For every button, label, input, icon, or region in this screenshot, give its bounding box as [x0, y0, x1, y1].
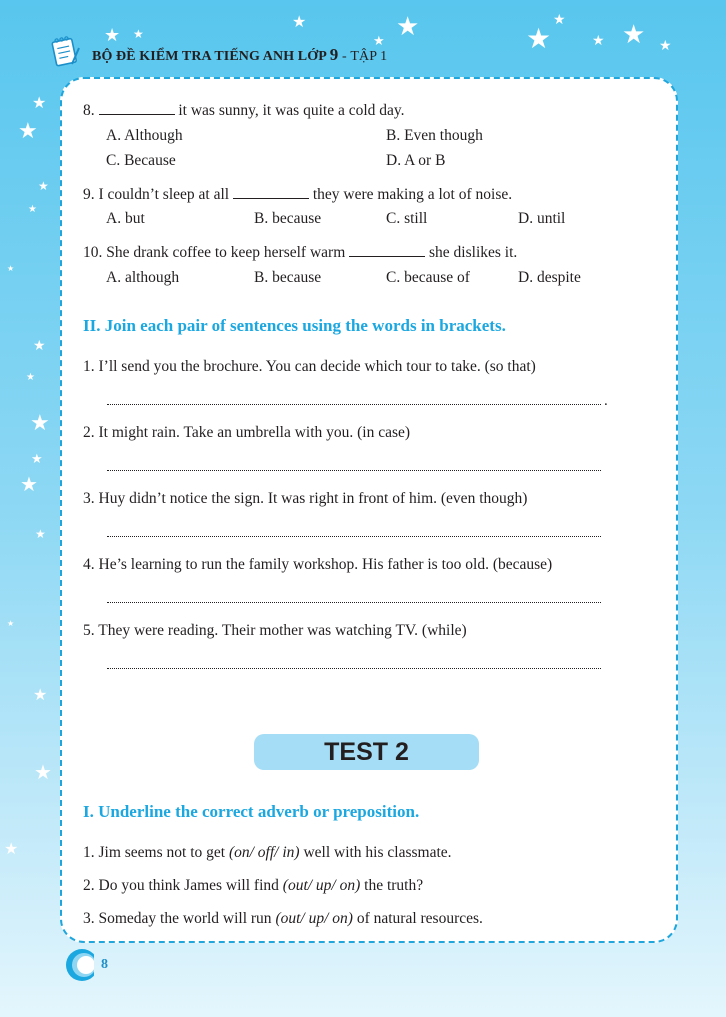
- option[interactable]: A. Although: [106, 127, 183, 144]
- item-text: 2. Do you think James will find: [83, 877, 283, 894]
- choice-options[interactable]: (on/ off/ in): [228, 844, 300, 861]
- header-title-part: TẬP 1: [350, 49, 388, 64]
- item-text: 1. Jim seems not to get: [83, 844, 229, 861]
- item-text: the truth?: [360, 877, 424, 894]
- decor-star: ★: [592, 34, 605, 49]
- decor-star: ★: [18, 118, 38, 143]
- option[interactable]: C. Because: [106, 152, 176, 169]
- decor-star: ★: [396, 12, 420, 41]
- option[interactable]: B. because: [254, 269, 322, 286]
- decor-star: ★: [553, 13, 566, 28]
- question-9: [83, 186, 512, 204]
- decor-star: ★: [30, 410, 50, 435]
- decor-star: ★: [33, 339, 46, 354]
- page-header: [48, 26, 688, 66]
- underline-item-3: [83, 910, 483, 928]
- decor-star: ★: [7, 264, 15, 273]
- option[interactable]: D. until: [518, 210, 566, 227]
- answer-line[interactable]: [107, 601, 601, 603]
- answer-blank[interactable]: [233, 186, 309, 199]
- option[interactable]: C. because of: [386, 269, 470, 286]
- option[interactable]: B. Even though: [386, 127, 483, 144]
- decor-star: ★: [133, 27, 144, 41]
- question-text: 8.: [83, 102, 95, 119]
- question-8: [83, 102, 405, 120]
- decor-star: ★: [34, 762, 52, 784]
- decor-star: ★: [26, 372, 35, 383]
- decor-star: ★: [32, 95, 47, 112]
- option[interactable]: A. but: [106, 210, 145, 227]
- decor-star: ★: [33, 687, 48, 704]
- option[interactable]: B. because: [254, 210, 322, 227]
- question-text: 10. She drank coffee to keep herself warm: [83, 244, 346, 261]
- choice-options[interactable]: (out/ up/ on): [275, 910, 353, 927]
- question-text: she dislikes it.: [429, 244, 518, 261]
- item-text: well with his classmate.: [299, 844, 452, 861]
- decor-star: ★: [373, 33, 385, 48]
- option[interactable]: D. despite: [518, 269, 581, 286]
- question-text: it was sunny, it was quite a cold day.: [178, 102, 405, 119]
- decor-star: ★: [35, 527, 46, 541]
- test-2-heading: TEST 2: [254, 734, 479, 770]
- question-text: they were making a lot of noise.: [312, 186, 513, 203]
- item-text: of natural resources.: [352, 910, 483, 927]
- decor-star: ★: [659, 39, 672, 54]
- underline-item-2: [83, 877, 423, 895]
- option[interactable]: A. although: [106, 269, 180, 286]
- decor-star: ★: [292, 14, 307, 31]
- header-title-number: 9: [329, 45, 339, 64]
- item-text: 3. Someday the world will run: [83, 910, 276, 927]
- decor-star: ★: [31, 451, 43, 466]
- join-item-5: 5. They were reading. Their mother was watching TV. (while): [83, 622, 467, 639]
- decor-star: ★: [7, 619, 15, 628]
- answer-line[interactable]: [107, 403, 601, 405]
- join-item-1: 1. I’ll send you the brochure. You can decide which tour to take. (so that): [83, 358, 536, 375]
- option[interactable]: D. A or B: [386, 152, 446, 169]
- answer-line-end: .: [604, 393, 608, 409]
- decor-star: ★: [622, 20, 646, 49]
- answer-blank[interactable]: [99, 102, 175, 115]
- page-number-icon: [62, 947, 94, 983]
- decor-star: ★: [4, 841, 19, 858]
- header-title: [92, 45, 387, 65]
- choice-options[interactable]: (out/ up/ on): [282, 877, 361, 894]
- answer-line[interactable]: [107, 535, 601, 537]
- decor-star: ★: [526, 24, 552, 55]
- join-item-3: 3. Huy didn’t notice the sign. It was right in front of him. (even though): [83, 490, 528, 507]
- underline-item-1: [83, 844, 452, 862]
- answer-line[interactable]: [107, 667, 601, 669]
- page-number: 8: [101, 957, 108, 972]
- join-item-2: 2. It might rain. Take an umbrella with you. (in case): [83, 424, 411, 441]
- notebook-icon: [48, 34, 82, 68]
- section-title: II. Join each pair of sentences using the words in brackets.: [83, 316, 506, 335]
- answer-line[interactable]: [107, 469, 601, 471]
- question-text: 9. I couldn’t sleep at all: [83, 186, 230, 203]
- decor-star: ★: [28, 204, 37, 215]
- header-title-separator: -: [341, 49, 347, 64]
- header-title-main: BỘ ĐỀ KIỂM TRA TIẾNG ANH LỚP: [92, 49, 327, 64]
- section-title: I. Underline the correct adverb or preposition.: [83, 802, 420, 821]
- decor-star: ★: [20, 474, 38, 496]
- question-10: [83, 244, 517, 262]
- answer-blank[interactable]: [349, 244, 425, 257]
- decor-star: ★: [104, 25, 121, 45]
- option[interactable]: C. still: [386, 210, 428, 227]
- decor-star: ★: [38, 179, 49, 193]
- join-item-4: 4. He’s learning to run the family workshop. His father is too old. (because): [83, 556, 553, 573]
